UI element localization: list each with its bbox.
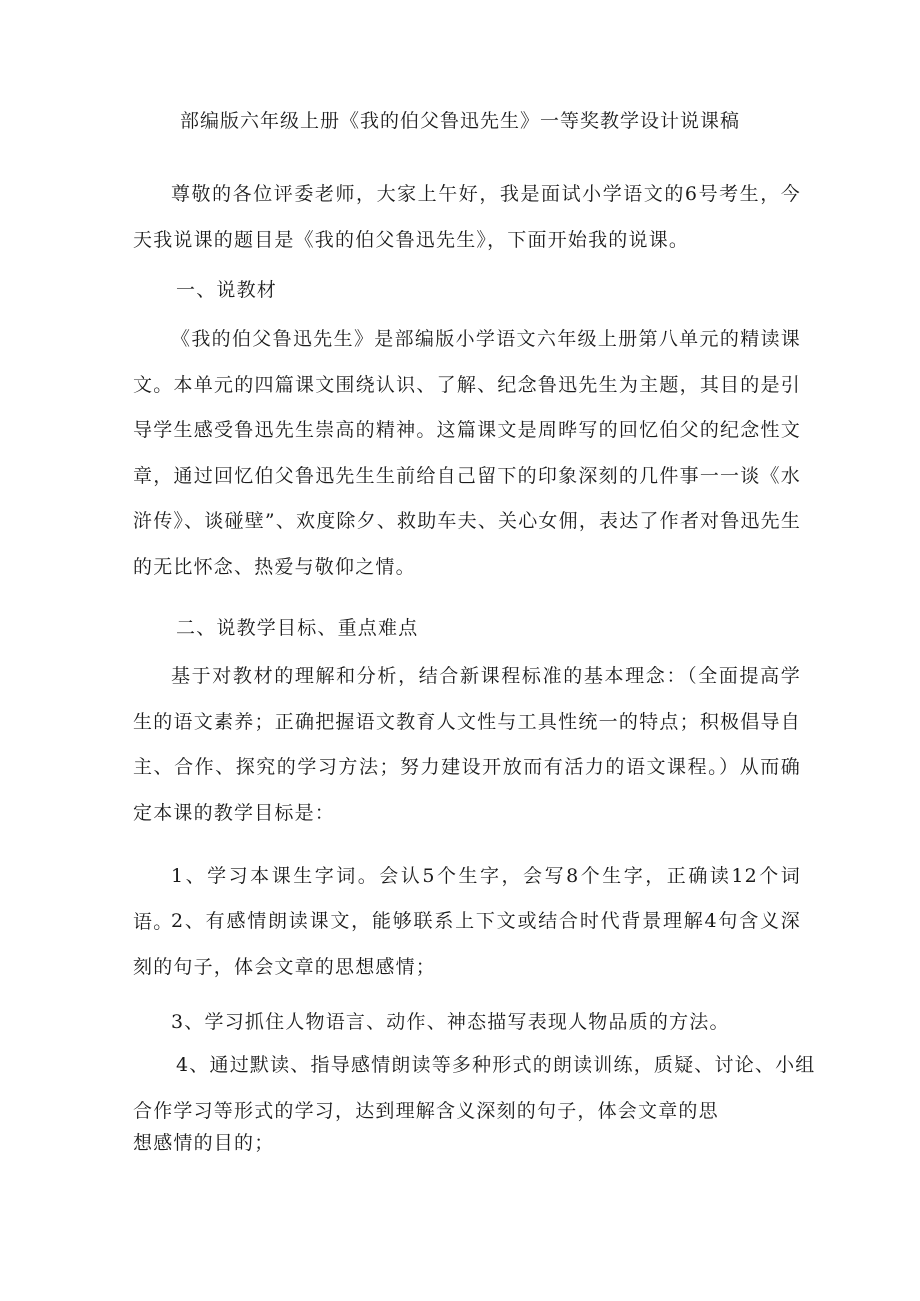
section2-heading: 二、说教学目标、重点难点 — [176, 617, 419, 639]
section1-heading: 一、说教材 — [176, 279, 278, 301]
section2-paragraph: 基于对教材的理解和分析，结合新课程标准的基本理念：（全面提高学生的语文素养；正确把握语文教育人文性与工具性统一的特点；积极倡导自主、合作、探究的学习方法；努力建设开放而有活力的语文课程。）从而确定本课的教学目标是： — [133, 665, 801, 824]
goal-item-2: 2、有感情朗读课文，能够联系上下文或结合时代背景理解4句含义深刻的句子，体会文章的思想感情； — [133, 910, 801, 978]
goal-item-4-line-1: 4、通过默读、指导感情朗读等多种形式的朗读训练，质疑、讨论、小组 — [176, 1054, 816, 1076]
document-title: 部编版六年级上册《我的伯父鲁迅先生》一等奖教学设计说课稿 — [179, 110, 740, 132]
intro-paragraph: 尊敬的各位评委老师，大家上午好，我是面试小学语文的6号考生，今天我说课的题目是《我的伯父鲁迅先生》，下面开始我的说课。 — [133, 183, 801, 251]
goal-item-4-line-2: 合作学习等形式的学习，达到理解含义深刻的句子，体会文章的思 — [133, 1100, 719, 1122]
section1-paragraph: 《我的伯父鲁迅先生》是部编版小学语文六年级上册第八单元的精读课文。本单元的四篇课文围绕认识、了解、纪念鲁迅先生为主题，其目的是引导学生感受鲁迅先生崇高的精神。这篇课文是周晔写的回忆伯父的纪念性文章，通过回忆伯父鲁迅先生生前给自己留下的印象深刻的几件事一一谈《水浒传》、谈碰壁”、欢度除夕、救助车夫、关心女佣，表达了作者对鲁迅先生的无比怀念、热爱与敬仰之情。 — [133, 328, 802, 578]
goal-item-3: 3、学习抓住人物语言、动作、神态描写表现人物品质的方法。 — [171, 1011, 730, 1033]
goal-item-1: 1、学习本课生字词。会认5个生字，会写8个生字，正确读12个词语。 — [133, 865, 801, 933]
goal-item-4-line-3: 想感情的目的； — [133, 1132, 275, 1154]
